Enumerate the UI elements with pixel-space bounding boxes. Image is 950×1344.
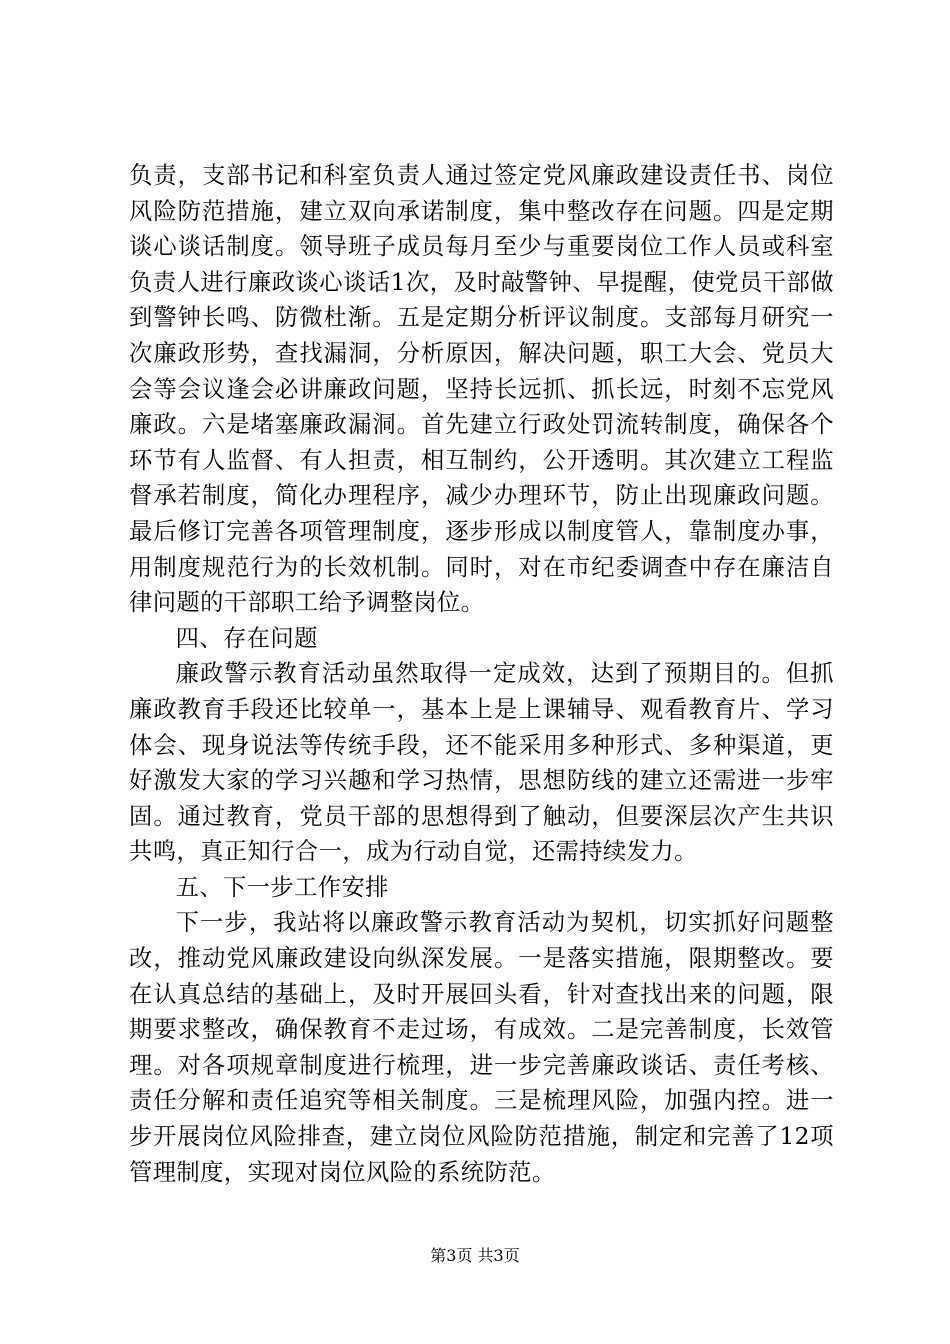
- section-heading-5: 五、下一步工作安排: [175, 873, 389, 901]
- page-number-footer: 第3页 共3页: [430, 1246, 520, 1265]
- document-body: [129, 158, 834, 1190]
- section-heading-4: 四、存在问题: [175, 624, 318, 652]
- paragraph-existing-problems: 廉政警示教育活动虽然取得一定成效，达到了预期目的。但抓廉政教育手段还比较单一，基本上是上课辅导、观看教育片、学习体会、现身说法等传统手段，还不能采用多种形式、多种渠道，更好激发大家的学习兴趣和学习热情，思想防线的建立还需进一步牢固。通过教育，党员干部的思想得到了触动，但要深层次产生共识共鸣，真正知行合一，成为行动自觉，还需持续发力。: [129, 660, 834, 866]
- paragraph-continuation: 负责，支部书记和科室负责人通过签定党风廉政建设责任书、岗位风险防范措施，建立双向承诺制度，集中整改存在问题。四是定期谈心谈话制度。领导班子成员每月至少与重要岗位工作人员或科室负责人进行廉政谈心谈话1次，及时敲警钟、早提醒，使党员干部做到警钟长鸣、防微杜渐。五是定期分析评议制度。支部每月研究一次廉政形势，查找漏洞，分析原因，解决问题，职工大会、党员大会等会议逢会必讲廉政问题，坚持长远抓、抓长远，时刻不忘党风廉政。六是堵塞廉政漏洞。首先建立行政处罚流转制度，确保各个环节有人监督、有人担责，相互制约，公开透明。其次建立工程监督承若制度，简化办理程序，减少办理环节，防止出现廉政问题。最后修订完善各项管理制度，逐步形成以制度管人，靠制度办事，用制度规范行为的长效机制。同时，对在市纪委调查中存在廉洁自律问题的干部职工给予调整岗位。: [129, 162, 834, 617]
- paragraph-next-steps: 下一步，我站将以廉政警示教育活动为契机，切实抓好问题整改，推动党风廉政建设向纵深发展。一是落实措施，限期整改。要在认真总结的基础上，及时开展回头看，针对查找出来的问题，限期要求整改，确保教育不走过场，有成效。二是完善制度，长效管理。对各项规章制度进行梳理，进一步完善廉政谈话、责任考核、责任分解和责任追究等相关制度。三是梳理风险，加强内控。进一步开展岗位风险排查，建立岗位风险防范措施，制定和完善了12项管理制度，实现对岗位风险的系统防范。: [129, 909, 834, 1186]
